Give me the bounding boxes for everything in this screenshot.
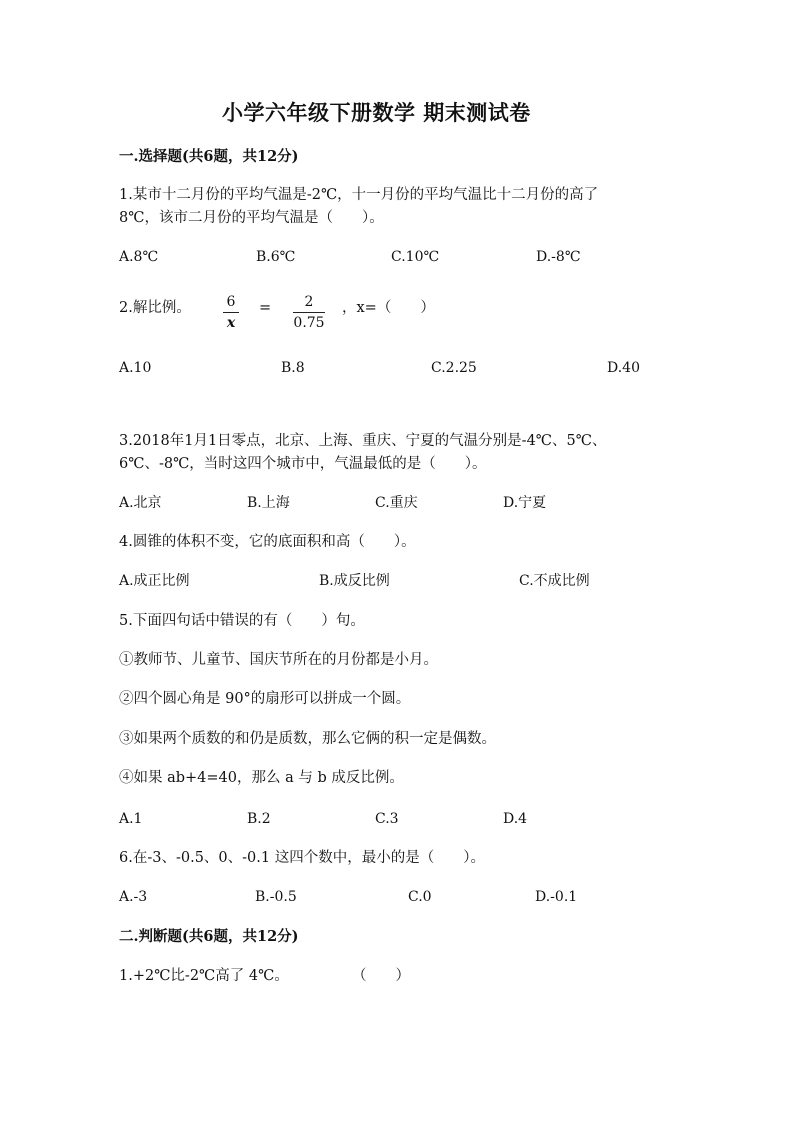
question-text: 6℃、-8℃，当时这四个城市中，气温最低的是（ ）。	[119, 456, 487, 472]
section-heading-choice: 一.选择题(共6题，共12分)	[119, 148, 299, 165]
fraction-2-over-0.75	[292, 295, 326, 330]
option-b: B.6℃	[256, 249, 296, 265]
question-text: 5.下面四句话中错误的有（ ）句。	[119, 613, 365, 629]
option-c: C.0	[408, 889, 432, 905]
option-c: C.不成比例	[519, 573, 590, 589]
question-text: 8℃，该市二月份的平均气温是（ ）。	[119, 210, 384, 226]
numerator: 2	[304, 294, 314, 310]
answer-blank: （ ）	[352, 968, 410, 984]
option-a: A.8℃	[119, 249, 159, 265]
statement-1: ①教师节、儿童节、国庆节所在的月份都是小月。	[119, 652, 438, 668]
option-a: A.成正比例	[119, 573, 190, 589]
option-c: C.10℃	[391, 249, 440, 265]
option-d: D.40	[607, 360, 640, 376]
option-c: C.2.25	[431, 360, 477, 376]
statement-2: ②四个圆心角是 90°的扇形可以拼成一个圆。	[119, 691, 411, 707]
statement-3: ③如果两个质数的和仍是质数，那么它俩的积一定是偶数。	[119, 731, 496, 747]
question-text: 1.+2℃比-2℃高了 4℃。	[119, 968, 289, 984]
option-b: B.8	[281, 360, 305, 376]
fraction-6-over-x	[222, 295, 240, 330]
statement-4: ④如果 ab+4=40，那么 a 与 b 成反比例。	[119, 770, 404, 786]
option-b: B.2	[247, 811, 271, 827]
question-text: 3.2018年1月1日零点，北京、上海、重庆、宁夏的气温分别是-4℃、5℃、	[119, 433, 607, 449]
option-c: C.3	[375, 811, 399, 827]
numerator: 6	[226, 294, 236, 310]
denominator: 0.75	[293, 315, 325, 331]
option-b: B.上海	[247, 495, 290, 511]
question-text: 6.在-3、-0.5、0、-0.1 这四个数中，最小的是（ ）。	[119, 850, 485, 866]
option-b: B.-0.5	[255, 889, 297, 905]
option-d: D.-0.1	[535, 889, 578, 905]
option-a: A.10	[119, 360, 152, 376]
equals-sign: =	[259, 300, 272, 316]
option-a: A.北京	[119, 495, 162, 511]
option-a: A.1	[119, 811, 143, 827]
option-d: D.-8℃	[536, 249, 581, 265]
option-d: D.4	[503, 811, 528, 827]
option-b: B.成反比例	[319, 573, 390, 589]
question-text: 1.某市十二月份的平均气温是-2℃，十一月份的平均气温比十二月份的高了	[119, 187, 599, 203]
denominator: x	[226, 315, 236, 331]
option-a: A.-3	[119, 889, 148, 905]
question-text: ，x=（ ）	[342, 300, 435, 316]
question-text: 4.圆锥的体积不变，它的底面积和高（ ）。	[119, 534, 416, 550]
question-text: 2.解比例。	[119, 300, 191, 316]
section-heading-judgment: 二.判断题(共6题，共12分)	[119, 928, 299, 945]
option-d: D.宁夏	[503, 495, 547, 511]
option-c: C.重庆	[375, 495, 418, 511]
page-title: 小学六年级下册数学 期末测试卷	[222, 100, 531, 125]
